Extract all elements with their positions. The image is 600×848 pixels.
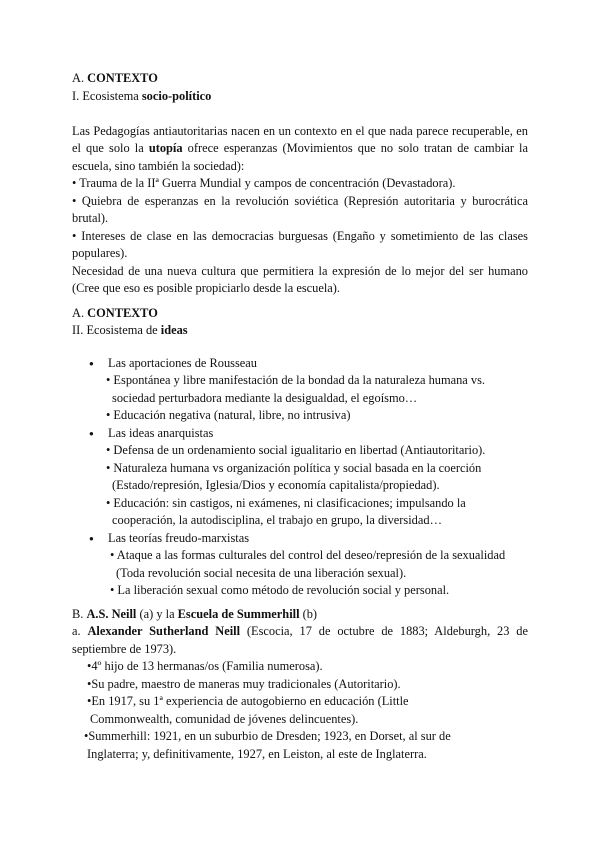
heading-bold-school: Escuela de Summerhill: [177, 606, 300, 621]
section-heading: [72, 606, 528, 624]
sub-bold: ideas: [160, 323, 188, 337]
list-subitem: • Naturaleza humana vs organización política y social basada en la coerción (Estado/represión, Iglesia/Dios y economía capitalista/propiedad).: [106, 460, 482, 492]
bio-item: •4º hijo de 13 hermanas/os (Familia numerosa).: [87, 659, 323, 673]
heading-prefix: B.: [72, 606, 87, 621]
heading-bold-name: A.S. Neill: [86, 606, 137, 621]
heading-bold: CONTEXTO: [87, 305, 158, 320]
sub-prefix: II. Ecosistema de: [72, 323, 161, 337]
subsection-heading: [72, 322, 528, 340]
subsection-heading: [72, 88, 528, 106]
intro-bold: utopía: [148, 141, 183, 155]
heading-prefix: A.: [72, 305, 88, 320]
sub-prefix: I. Ecosistema: [72, 88, 142, 103]
bullet-paragraph: • Quiebra de esperanzas en la revolución soviética (Represión autoritaria y burocrática brutal).: [72, 193, 528, 225]
document-page: [72, 70, 528, 763]
list-item-group: ● Las aportaciones de Rousseau: [72, 355, 528, 373]
section-context-1: [72, 70, 528, 298]
heading-bold: CONTEXTO: [87, 71, 158, 85]
heading-mid: (a) y la: [136, 606, 178, 621]
bullet-paragraph: • Intereses de clase en las democracias burguesas (Engaño y sometimiento de las clases populares).: [72, 228, 528, 260]
section-neill: [72, 606, 528, 764]
closing-paragraph: Necesidad de una nueva cultura que permitiera la expresión de lo mejor del ser humano (Cree que eso es posible propiciarlo desde la escuela).: [72, 263, 528, 295]
list-subitem: • Ataque a las formas culturales del control del deseo/represión de la sexualidad (Toda revolución social necesita de una liberación sexual).: [110, 548, 506, 580]
bio-dates: (Escocia, 17 de octubre de 1883; Aldeburgh, 23 de septiembre de 1973).: [72, 624, 528, 656]
bio-item: •Summerhill: 1921, en un suburbio de Dresden; 1923, en Dorset, al sur de Inglaterra; y, definitivamente, 1927, en Leiston, al este de Inglaterra.: [84, 729, 451, 761]
section-heading: [72, 70, 528, 88]
bio-item: •En 1917, su 1ª experiencia de autogobierno en educación (Little Commonwealth, comunidad de jóvenes delincuentes).: [87, 694, 409, 726]
bio-name: Alexander Sutherland Neill: [87, 624, 241, 638]
intro-text: Las Pedagogías antiautoritarias nacen en un contexto en el que nada parece recuperable, en el que solo la: [72, 123, 528, 155]
section-heading: [72, 305, 528, 323]
heading-suffix: (b): [299, 606, 318, 621]
list-subitem: • Espontánea y libre manifestación de la bondad da la naturaleza humana vs. sociedad perturbadora mediante la desigualdad, el egoísmo…: [106, 373, 486, 405]
section-context-2: [72, 305, 528, 600]
list-subitem: • La liberación sexual como método de revolución social y personal.: [110, 583, 450, 597]
bio-prefix: a.: [72, 624, 88, 638]
sub-bold: socio-político: [141, 88, 212, 103]
list-subitem: • Educación: sin castigos, ni exámenes, ni clasificaciones; impulsando la cooperación, la autodisciplina, el trabajo en grupo, la diversidad…: [106, 495, 466, 527]
bio-paragraph: [72, 623, 528, 658]
bio-item: •Su padre, maestro de maneras muy tradicionales (Autoritario).: [87, 676, 401, 691]
heading-prefix: A.: [72, 71, 88, 85]
list-item-group: ● Las teorías freudo-marxistas: [72, 530, 528, 548]
intro-paragraph: [72, 123, 528, 176]
list-subitem: • Defensa de un ordenamiento social igualitario en libertad (Antiautoritario).: [106, 443, 486, 457]
bullet-paragraph: • Trauma de la IIª Guerra Mundial y campos de concentración (Devastadora).: [72, 176, 456, 190]
list-item-group: ● Las ideas anarquistas: [72, 425, 528, 443]
list-subitem: • Educación negativa (natural, libre, no intrusiva): [106, 408, 351, 422]
intro-text-end: ofrece esperanzas (Movimientos que no solo tratan de cambiar la escuela, sino también la sociedad):: [72, 141, 528, 173]
